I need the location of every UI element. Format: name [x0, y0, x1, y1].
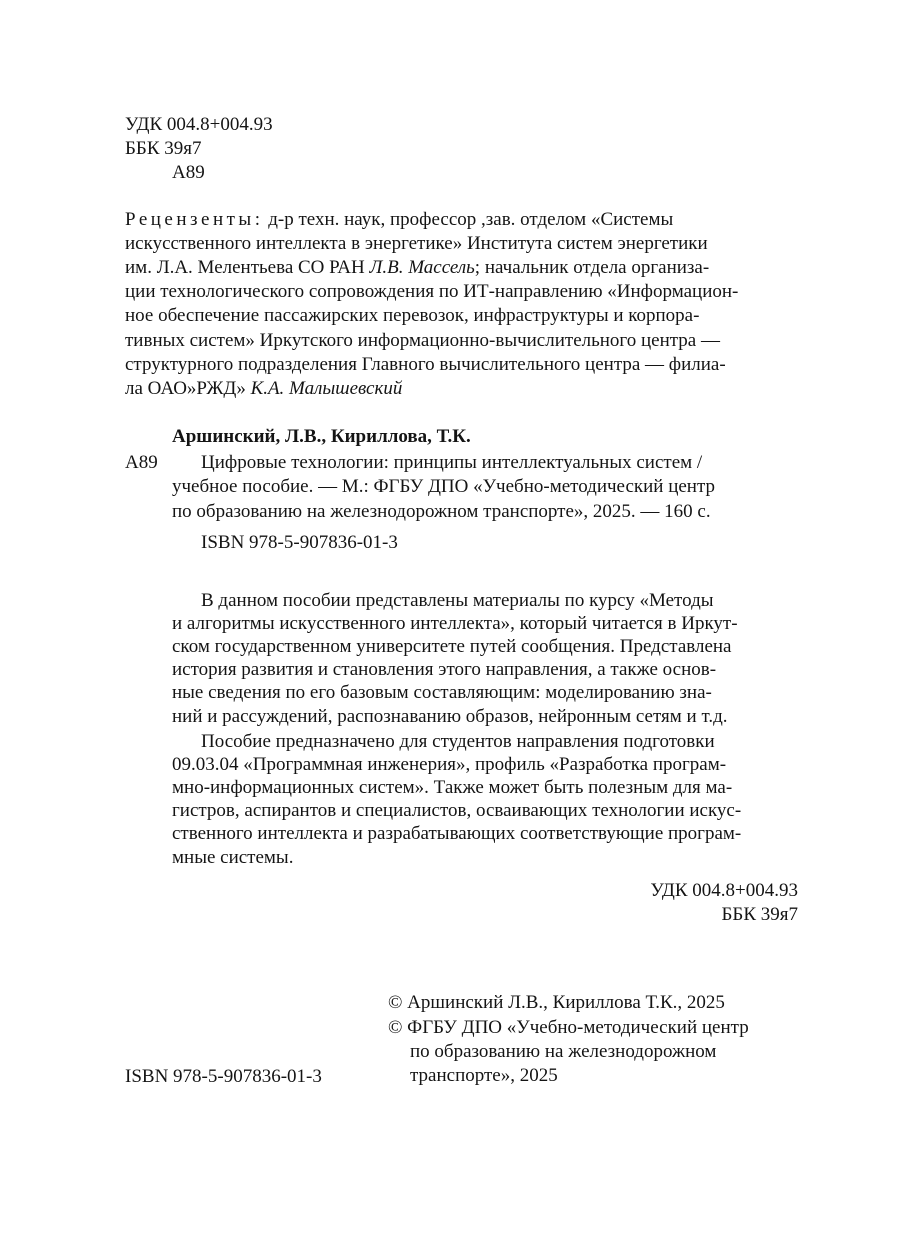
annotation-line: и алгоритмы искусственного интеллекта», который читается в Иркут-	[172, 613, 738, 634]
copyright-line: по образованию на железнодорожном	[410, 1041, 717, 1062]
reviewers-text: ции технологического сопровождения по ИТ-направлению «Информацион-	[125, 281, 739, 302]
reviewers-text: ное обеспечение пассажирских перевозок, инфраструктуры и корпора-	[125, 305, 700, 326]
classification-bottom	[560, 880, 798, 936]
reviewers-line	[125, 354, 726, 376]
reviewers-text: им. Л.А. Мелентьева СО РАН	[125, 257, 370, 278]
reviewers-block	[125, 209, 797, 404]
description-line-3: по образованию на железнодорожном транспорте», 2025. — 160 с.	[172, 501, 711, 522]
reviewers-line	[125, 257, 709, 279]
reviewers-line	[125, 378, 402, 400]
description-line-2: учебное пособие. — М.: ФГБУ ДПО «Учебно-методический центр	[172, 476, 716, 497]
author-mark: А89	[172, 162, 205, 183]
classification-top	[125, 114, 425, 194]
bbk-code: ББК 39я7	[125, 138, 202, 159]
reviewer-name: Л.В. Массель	[369, 257, 475, 278]
reviewers-line-1	[125, 209, 673, 231]
annotation-line: ные сведения по его базовым составляющим: моделированию зна-	[172, 682, 712, 703]
reviewers-text: ; начальник отдела организа-	[474, 257, 710, 278]
annotation-line: гистров, аспирантов и специалистов, осваивающих технологии искус-	[172, 800, 742, 821]
reviewers-line	[125, 281, 738, 303]
copyright-line: © ФГБУ ДПО «Учебно-методический центр	[388, 1017, 749, 1038]
reviewers-text: тивных систем» Иркутского информационно-вычислительного центра —	[125, 330, 720, 351]
reviewers-text: искусственного интеллекта в энергетике» Института систем энергетики	[125, 233, 708, 254]
annotation	[172, 590, 802, 880]
reviewer-name: К.А. Малышевский	[250, 378, 403, 399]
annotation-line: Пособие предназначено для студентов направления подготовки	[201, 731, 715, 752]
annotation-line: мно-информационных систем». Также может быть полезным для ма-	[172, 777, 733, 798]
annotation-line: ском государственном университете путей сообщения. Представлена	[172, 636, 732, 657]
reviewers-text: д-р техн. наук, профессор ,зав. отделом «Системы	[268, 209, 674, 230]
reviewers-line	[125, 305, 699, 327]
copyright-line: транспорте», 2025	[410, 1065, 558, 1086]
annotation-line: мные системы.	[172, 847, 294, 868]
isbn: ISBN 978-5-907836-01-3	[201, 532, 398, 553]
reviewers-line	[125, 330, 720, 352]
bbk-code: ББК 39я7	[721, 904, 798, 925]
authors-heading: Аршинский, Л.В., Кириллова, Т.К.	[172, 426, 471, 447]
annotation-line: ний и рассуждений, распознаванию образов, нейронным сетям и т.д.	[172, 706, 728, 727]
udk-code: УДК 004.8+004.93	[125, 114, 273, 135]
reviewers-text: ла ОАО»РЖД»	[125, 378, 251, 399]
description-line-1: Цифровые технологии: принципы интеллектуальных систем /	[201, 452, 703, 473]
reviewers-label: Рецензенты:	[125, 209, 264, 230]
bottom-isbn: ISBN 978-5-907836-01-3	[125, 1066, 322, 1087]
reviewers-text: структурного подразделения Главного вычислительного центра — филиа-	[125, 354, 726, 375]
reviewers-line	[125, 233, 708, 255]
reviewers-line-1-text	[268, 209, 673, 230]
bibliographic-record	[125, 426, 805, 566]
udk-code: УДК 004.8+004.93	[650, 880, 798, 901]
annotation-line: ственного интеллекта и разрабатывающих соответствующие програм-	[172, 823, 742, 844]
copyright-line: © Аршинский Л.В., Кириллова Т.К., 2025	[388, 992, 725, 1013]
copyright-block	[388, 992, 808, 1092]
annotation-line: В данном пособии представлены материалы по курсу «Методы	[201, 590, 714, 611]
catalog-mark: А89	[125, 452, 158, 473]
annotation-line: история развития и становления этого направления, а также основ-	[172, 659, 717, 680]
annotation-line: 09.03.04 «Программная инженерия», профиль «Разработка програм-	[172, 754, 727, 775]
